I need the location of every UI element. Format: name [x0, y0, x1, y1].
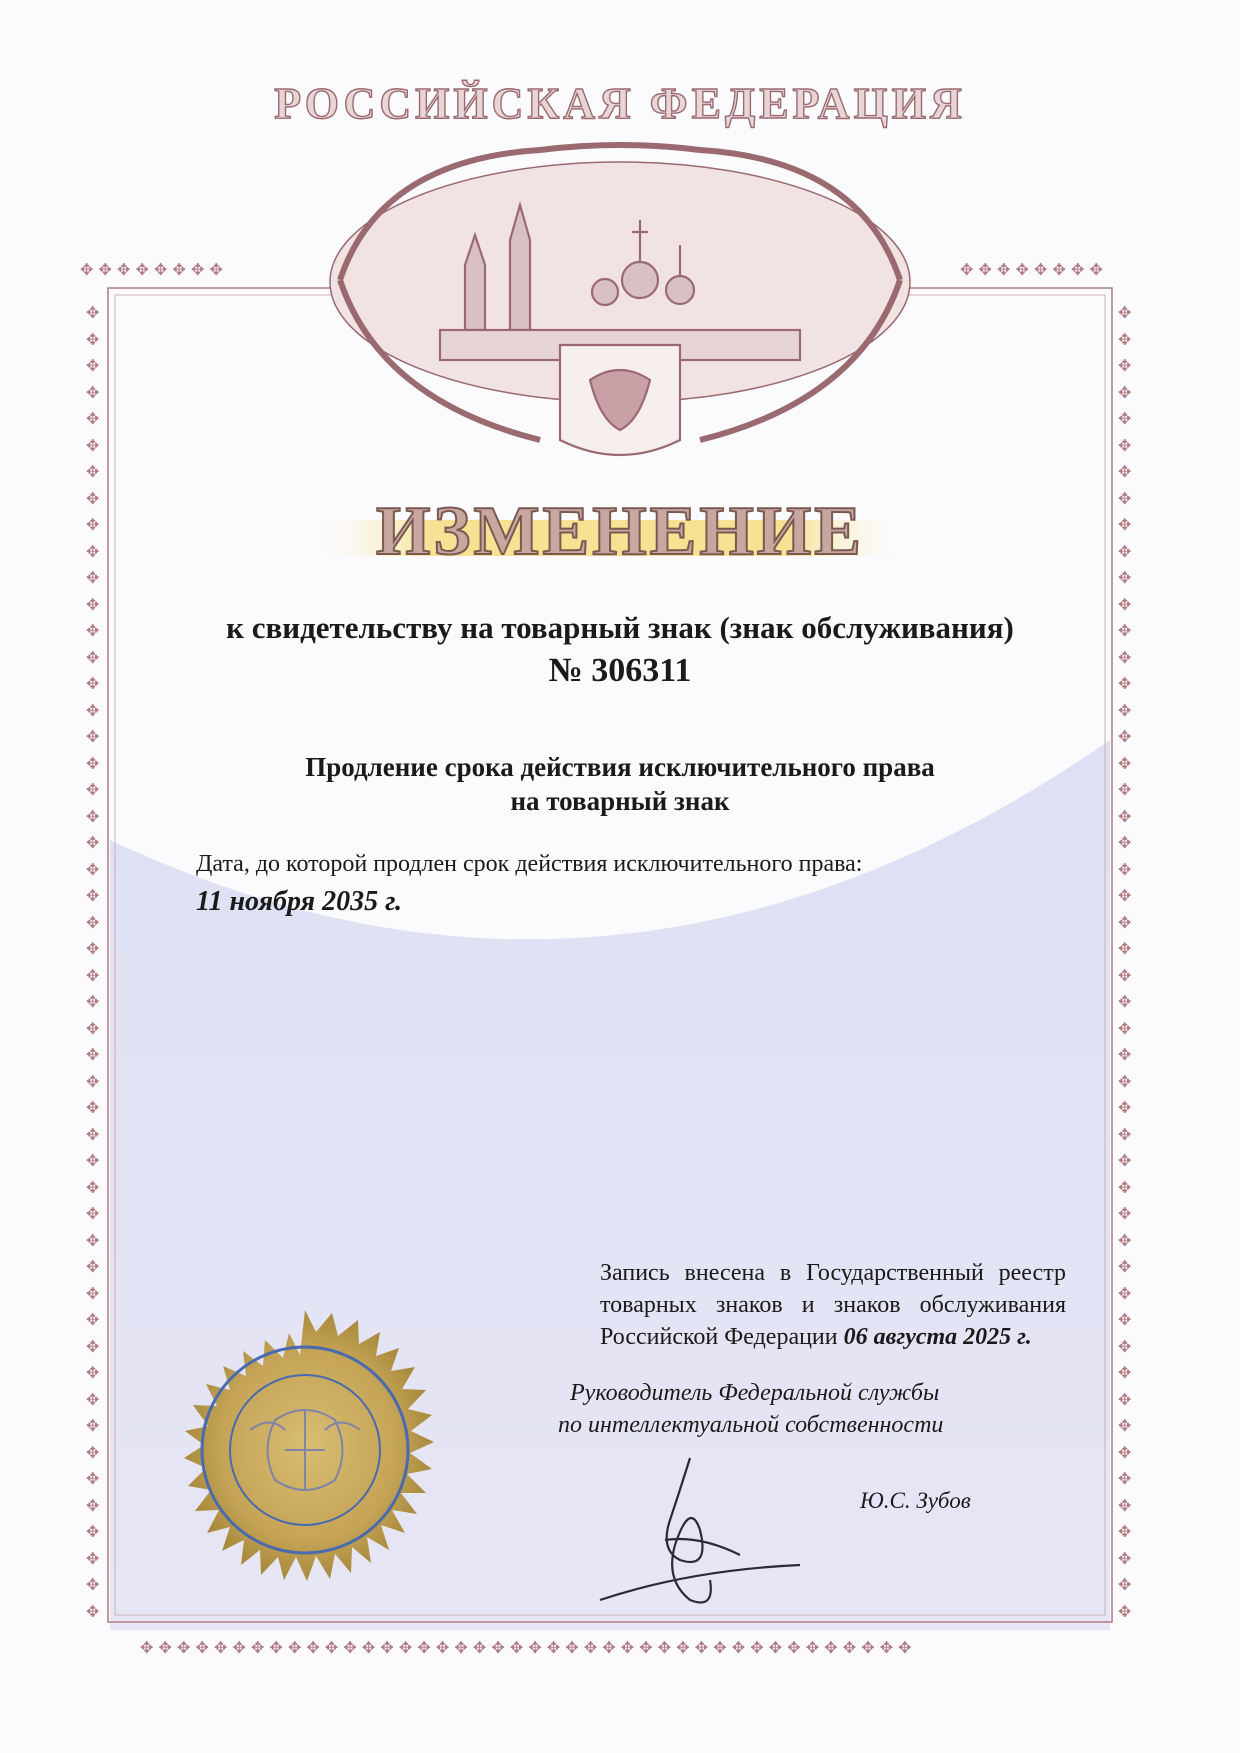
action-line-2: на товарный знак	[510, 786, 730, 816]
subtitle: к свидетельству на товарный знак (знак обслуживания)	[226, 610, 1014, 645]
extension-label: Дата, до которой продлен срок действия исключительного права:	[196, 851, 863, 877]
frame-top-right: ✥ ✥ ✥ ✥ ✥ ✥ ✥ ✥	[960, 260, 1103, 279]
seal-starburst	[184, 1310, 434, 1581]
document-title: ИЗМЕНЕНИЕ	[376, 493, 864, 570]
extension-date: 11 ноября 2035 г.	[196, 886, 403, 917]
registry-line-3-prefix: Российской Федерации	[600, 1324, 844, 1350]
kremlin-emblem	[330, 145, 910, 455]
signatory-title-1: Руководитель Федеральной службы	[570, 1380, 940, 1406]
registry-line-3	[600, 1324, 1032, 1351]
signatory-name: Ю.С. Зубов	[860, 1488, 971, 1513]
official-seal	[160, 1305, 450, 1595]
frame-top-left: ✥ ✥ ✥ ✥ ✥ ✥ ✥ ✥	[80, 260, 223, 279]
frame-right: ✥✥✥✥✥✥✥✥✥✥✥✥✥✥✥✥✥✥✥✥✥✥✥✥✥✥✥✥✥✥✥✥✥✥✥✥✥✥✥✥✥✥✥✥✥✥✥✥✥✥	[1118, 303, 1132, 1621]
registry-date: 06 августа 2025 г.	[843, 1324, 1032, 1350]
country-heading: РОССИЙСКАЯ ФЕДЕРАЦИЯ	[274, 79, 966, 128]
frame-bottom: ✥ ✥ ✥ ✥ ✥ ✥ ✥ ✥ ✥ ✥ ✥ ✥ ✥ ✥ ✥ ✥ ✥ ✥ ✥ ✥ ✥ ✥ ✥ ✥ ✥ ✥ ✥ ✥ ✥ ✥ ✥ ✥ ✥ ✥ ✥ ✥ ✥ ✥ ✥ ✥ ✥ ✥	[140, 1638, 912, 1657]
registry-line-1: Запись внесена в Государственный реестр	[600, 1260, 1066, 1286]
registry-line-2: товарных знаков и знаков обслуживания	[600, 1292, 1066, 1318]
signatory-title-2: по интеллектуальной собственности	[558, 1412, 944, 1438]
signature	[540, 1450, 820, 1620]
frame-left: ✥✥✥✥✥✥✥✥✥✥✥✥✥✥✥✥✥✥✥✥✥✥✥✥✥✥✥✥✥✥✥✥✥✥✥✥✥✥✥✥✥✥✥✥✥✥✥✥✥✥	[86, 303, 100, 1621]
certificate-number: № 306311	[548, 652, 692, 689]
action-line-1: Продление срока действия исключительного права	[305, 752, 935, 782]
